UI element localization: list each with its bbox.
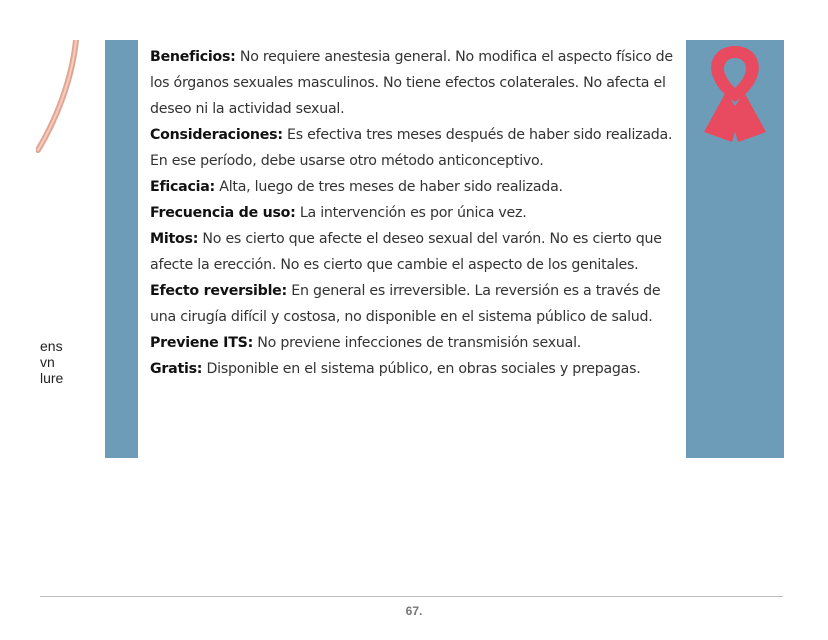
method-details: [150, 44, 680, 382]
left-accent-bar: [105, 40, 138, 458]
label-consideraciones: Consideraciones:: [150, 127, 283, 143]
label-beneficios: Beneficios:: [150, 49, 236, 65]
paragraph-beneficios: [150, 44, 680, 122]
label-frecuencia: Frecuencia de uso:: [150, 205, 296, 221]
anatomy-illustration-fragment: [36, 40, 86, 160]
label-efecto-reversible: Efecto reversible:: [150, 283, 287, 299]
awareness-ribbon-icon: [686, 40, 784, 160]
label-previene-its: Previene ITS:: [150, 335, 254, 351]
label-gratis: Gratis:: [150, 361, 203, 377]
right-accent-panel: [686, 40, 784, 458]
text-beneficios: No requiere anestesia general. No modifica el aspecto físico de los órganos sexuales masculinos. No tiene efectos colaterales. No afecta el deseo ni la actividad sexual.: [150, 49, 673, 117]
page-number: 67.: [405, 604, 423, 618]
text-previene-its: No previene infecciones de transmisión sexual.: [253, 335, 582, 351]
clipped-side-text: ens vn lure: [40, 338, 64, 386]
paragraph-consideraciones: [150, 122, 680, 174]
label-mitos: Mitos:: [150, 231, 199, 247]
paragraph-previene-its: [150, 330, 680, 356]
paragraph-eficacia: [150, 174, 680, 200]
label-eficacia: Eficacia:: [150, 179, 215, 195]
text-eficacia: Alta, luego de tres meses de haber sido realizada.: [214, 179, 563, 195]
text-mitos: No es cierto que afecte el deseo sexual del varón. No es cierto que afecte la erección. No es cierto que cambie el aspecto de los genitales.: [150, 231, 662, 273]
paragraph-efecto-reversible: [150, 278, 680, 330]
paragraph-gratis: [150, 356, 680, 382]
paragraph-frecuencia: [150, 200, 680, 226]
text-frecuencia: La intervención es por única vez.: [295, 205, 527, 221]
footer-divider: [40, 596, 783, 597]
text-consideraciones: Es efectiva tres meses después de haber sido realizada. En ese período, debe usarse otro método anticonceptivo.: [150, 127, 673, 169]
text-gratis: Disponible en el sistema público, en obras sociales y prepagas.: [202, 361, 641, 377]
paragraph-mitos: [150, 226, 680, 278]
text-efecto-reversible: En general es irreversible. La reversión es a través de una cirugía difícil y costosa, no disponible en el sistema público de salud.: [150, 283, 661, 325]
